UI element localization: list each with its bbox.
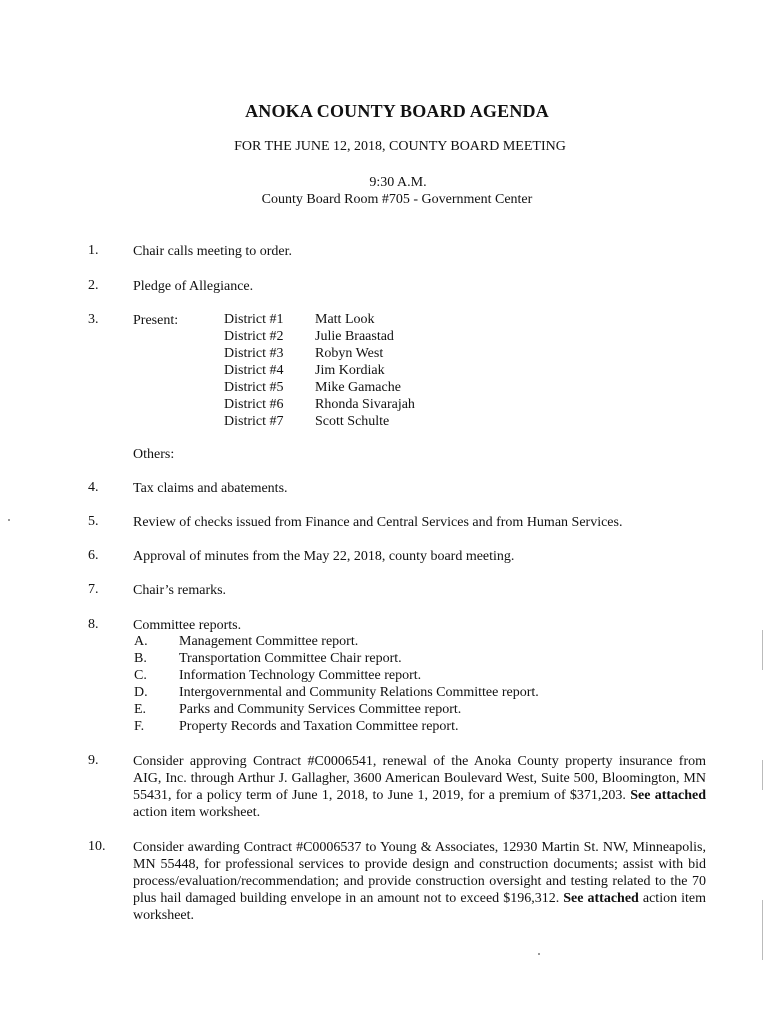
item-number: 1. (88, 243, 99, 258)
item-number: 2. (88, 278, 99, 293)
district-label: District #7 (224, 414, 284, 429)
item-tail: action item worksheet. (133, 805, 261, 820)
district-label: District #2 (224, 329, 284, 344)
document-title: ANOKA COUNTY BOARD AGENDA (245, 101, 549, 121)
item-paragraph (133, 839, 706, 924)
item-number: 9. (88, 753, 99, 768)
committee-report: Information Technology Committee report. (179, 668, 422, 683)
item-text: Approval of minutes from the May 22, 2018, county board meeting. (133, 549, 515, 564)
member-name: Julie Braastad (315, 329, 394, 344)
scan-speck (8, 519, 10, 521)
see-attached-label: See attached (630, 788, 707, 803)
meeting-location: County Board Room #705 - Government Center (261, 192, 533, 207)
district-label: District #4 (224, 363, 284, 378)
committee-report: Transportation Committee Chair report. (179, 651, 402, 666)
member-name: Rhonda Sivarajah (315, 397, 415, 412)
item-number: 7. (88, 582, 99, 597)
district-label: District #6 (224, 397, 284, 412)
member-name: Scott Schulte (315, 414, 390, 429)
item-tail: action item worksheet. (133, 891, 707, 923)
member-name: Jim Kordiak (315, 363, 385, 378)
district-label: District #1 (224, 312, 284, 327)
member-name: Mike Gamache (315, 380, 401, 395)
meeting-time: 9:30 A.M. (369, 175, 427, 190)
member-name: Matt Look (315, 312, 375, 327)
present-label: Present: (133, 313, 179, 328)
district-label: District #3 (224, 346, 284, 361)
item-text: Tax claims and abatements. (133, 481, 288, 496)
committee-report: Property Records and Taxation Committee report. (179, 719, 459, 734)
item-text: Committee reports. (133, 618, 242, 633)
document-subtitle: FOR THE JUNE 12, 2018, COUNTY BOARD MEETING (234, 139, 566, 154)
item-number: 3. (88, 312, 99, 327)
see-attached-label: See attached (563, 891, 639, 906)
committee-letter: A. (134, 634, 148, 649)
item-paragraph (133, 753, 706, 821)
district-label: District #5 (224, 380, 284, 395)
member-name: Robyn West (315, 346, 384, 361)
committee-letter: C. (134, 668, 147, 683)
committee-letter: B. (134, 651, 147, 666)
item-text: Chair calls meeting to order. (133, 244, 293, 259)
scan-edge-mark (762, 630, 763, 670)
committee-report: Intergovernmental and Community Relations Committee report. (179, 685, 539, 700)
item-text: Pledge of Allegiance. (133, 279, 254, 294)
item-number: 4. (88, 480, 99, 495)
item-number: 5. (88, 514, 99, 529)
committee-letter: E. (134, 702, 147, 717)
committee-report: Parks and Community Services Committee report. (179, 702, 462, 717)
committee-report: Management Committee report. (179, 634, 359, 649)
scan-speck (538, 953, 540, 955)
item-text: Consider approving Contract #C0006541, renewal of the Anoka County property insurance from AIG, Inc. through Arthur J. Gallagher, 3600 American Boulevard West, Suite 500, Bloomington, MN 55431, for a policy term of June 1, 2018, to June 1, 2019, for a premium of $371,203. (133, 754, 706, 803)
committee-letter: F. (134, 719, 145, 734)
others-label: Others: (133, 447, 175, 462)
item-number: 6. (88, 548, 99, 563)
item-number: 8. (88, 617, 99, 632)
item-text: Chair’s remarks. (133, 583, 227, 598)
item-text: Consider awarding Contract #C0006537 to Young & Associates, 12930 Martin St. NW, Minneapolis, MN 55448, for professional services to provide design and construction documents; assist with bid process/evaluation/recommendation; and provide construction oversight and testing related to the 70 plus hail damaged building envelope in an amount not to exceed $196,312. (133, 840, 706, 906)
item-text: Review of checks issued from Finance and Central Services and from Human Services. (133, 515, 623, 530)
committee-letter: D. (134, 685, 148, 700)
scan-edge-mark (762, 760, 763, 790)
scan-edge-mark (762, 900, 763, 960)
item-number: 10. (88, 839, 106, 854)
